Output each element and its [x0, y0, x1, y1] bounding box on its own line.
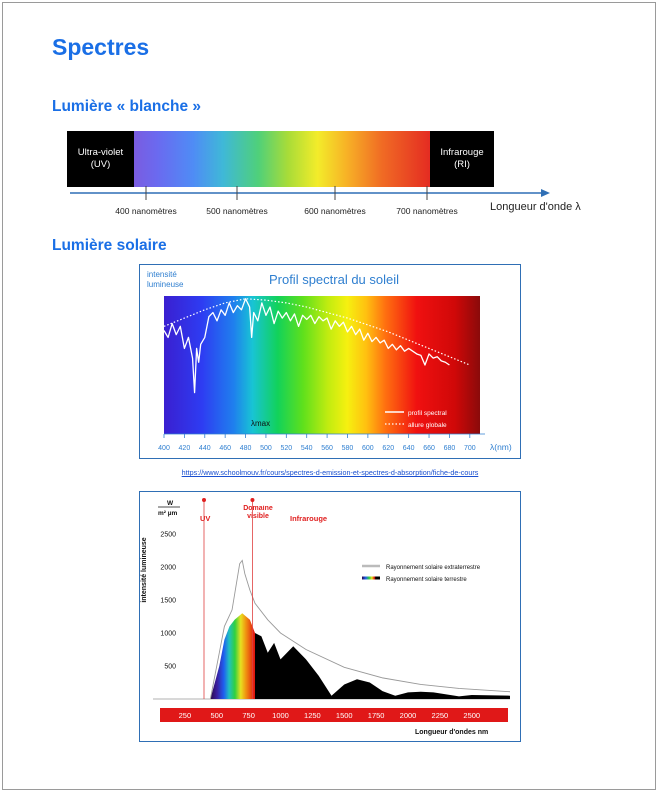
chart2-xtick-label-1000: 1000	[272, 711, 289, 720]
chart1-xtick-label-680: 680	[443, 445, 456, 452]
chart1-xtick-label-700: 700	[463, 445, 476, 452]
chart1-xtick-label-560: 560	[321, 445, 333, 452]
chart2-yunit-num: W	[167, 500, 174, 507]
chart2-yunit-den: m² µm	[158, 510, 178, 517]
legend-allure-globale: allure globale	[408, 422, 447, 429]
chart1-annotation-lambda-max: λmax	[251, 419, 271, 428]
solar-profile-chart	[140, 265, 519, 457]
source-link[interactable]: https://www.schoolmouv.fr/cours/spectres-d-emission-et-spectres-d-absorption/fiche-de-cours	[181, 468, 479, 477]
chart1-title: Profil spectral du soleil	[268, 272, 400, 287]
uv-label-line2: (UV)	[90, 159, 111, 170]
chart2-ytick-label-1500: 1500	[160, 597, 176, 605]
section-heading-white-light: Lumière « blanche »	[52, 98, 202, 115]
chart2-xtick-label-2500: 2500	[463, 711, 481, 720]
chart1-xtick-label-520: 520	[280, 445, 293, 452]
axis-title: Longueur d'onde λ	[490, 201, 581, 213]
tick-label-400: 400 nanomètres	[115, 206, 177, 216]
ir-label-line2: (RI)	[454, 159, 470, 170]
legend-terrestrial: Rayonnement solaire terrestre	[386, 577, 467, 583]
chart2-xtick-label-250: 250	[178, 711, 192, 720]
region-label-ir: Infrarouge	[290, 514, 328, 523]
chart1-xtick-label-480: 480	[239, 445, 252, 452]
solar-irradiance-chart	[140, 492, 519, 740]
chart1-xtick-label-400: 400	[158, 445, 170, 452]
solar-profile-frame	[139, 264, 521, 459]
wavelength-axis	[0, 0, 660, 230]
series-terrestrial-visible	[210, 613, 255, 699]
chart2-xtick-label-1750: 1750	[367, 711, 385, 720]
region-label-visible: Domaine visible	[243, 505, 273, 520]
marker-dot-uv	[202, 498, 206, 502]
chart2-xtick-label-750: 750	[242, 711, 255, 720]
legend-extraterrestrial: Rayonnement solaire extraterrestre	[386, 565, 481, 571]
chart1-xtick-label-540: 540	[300, 445, 313, 452]
marker-dot-ir	[250, 498, 254, 502]
tick-label-600: 600 nanomètres	[304, 206, 366, 216]
chart2-ytick-label-2500: 2500	[160, 531, 176, 539]
chart1-xtick-label-420: 420	[178, 445, 191, 452]
chart2-ytick-label-500: 500	[164, 663, 176, 671]
tick-label-500: 500 nanomètres	[206, 206, 268, 216]
axis-arrow-icon	[541, 189, 550, 197]
chart2-xtick-label-2000: 2000	[399, 711, 417, 720]
chart1-xtick-label-600: 600	[362, 445, 374, 452]
chart2-xtick-label-1250: 1250	[304, 711, 321, 720]
tick-label-700: 700 nanomètres	[396, 206, 458, 216]
page-title: Spectres	[52, 34, 150, 60]
region-label-uv: UV	[200, 514, 211, 523]
chart2-xtick-label-2250: 2250	[431, 711, 449, 720]
chart1-xtick-label-460: 460	[219, 445, 232, 452]
chart1-ylabel-line2: lumineuse	[147, 280, 184, 289]
ir-label-line1: Infrarouge	[440, 147, 484, 158]
chart1-xtick-label-440: 440	[198, 445, 211, 452]
chart1-xlabel: λ(nm)	[490, 442, 512, 452]
chart2-ytick-label-1000: 1000	[160, 630, 176, 638]
chart2-ylabel: intensité lumineuse	[141, 537, 148, 603]
solar-irradiance-frame	[139, 491, 521, 742]
legend-terrestrial-swatch	[362, 577, 380, 580]
chart1-xtick-label-640: 640	[402, 445, 415, 452]
section-heading-sunlight: Lumière solaire	[52, 237, 167, 254]
chart1-xtick-label-580: 580	[341, 445, 354, 452]
chart1-xtick-label-620: 620	[382, 445, 395, 452]
chart2-xtick-label-1500: 1500	[335, 711, 353, 720]
uv-label-line1: Ultra-violet	[77, 147, 124, 158]
chart2-ytick-label-2000: 2000	[160, 564, 176, 572]
chart2-xtick-label-500: 500	[210, 711, 224, 720]
legend-profil-spectral: profil spectral	[408, 410, 447, 417]
chart1-ylabel-line1: intensité	[147, 270, 177, 279]
chart1-xtick-label-500: 500	[260, 445, 272, 452]
chart1-xtick-label-660: 660	[423, 445, 435, 452]
chart2-xlabel: Longueur d'ondes nm	[415, 729, 489, 736]
